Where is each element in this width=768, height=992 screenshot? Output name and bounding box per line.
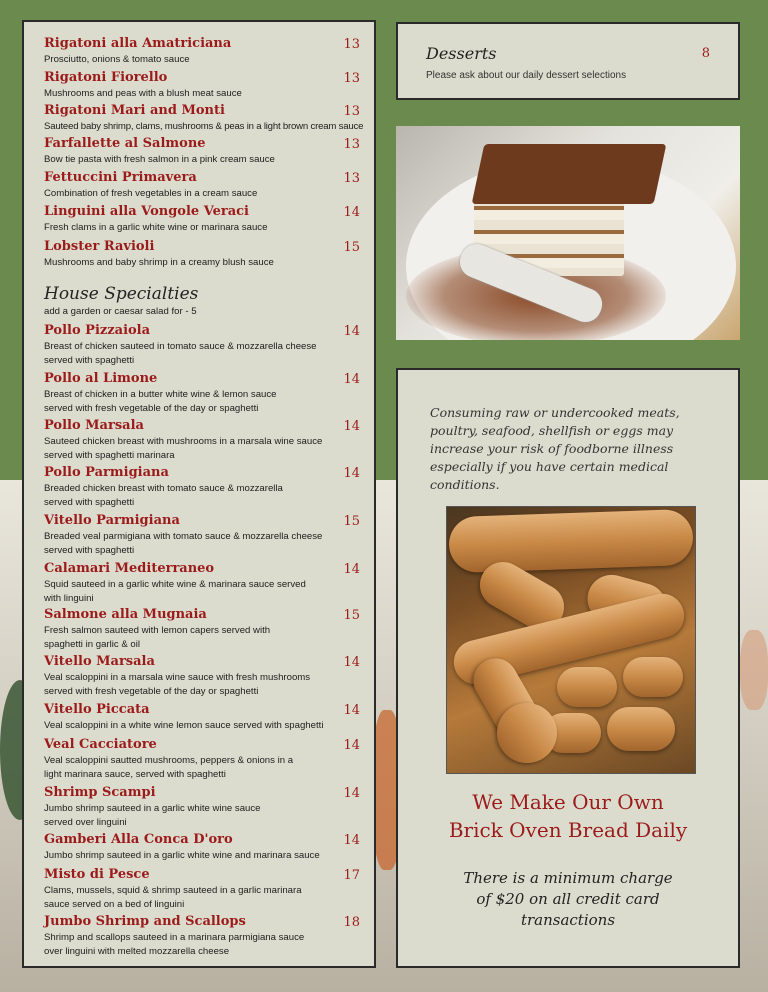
item-price: 13 (343, 104, 360, 119)
bread-photo (446, 506, 696, 774)
item-description: Breaded chicken breast with tomato sauce & mozzarella (44, 483, 283, 494)
menu-item (44, 70, 360, 100)
item-name: Pollo Marsala (44, 418, 144, 433)
headline-line: We Make Our Own (472, 790, 664, 814)
item-description: sauce served on a bed of linguini (44, 899, 185, 910)
item-price: 14 (343, 703, 360, 718)
item-description: Prosciutto, onions & tomato sauce (44, 54, 190, 65)
menu-item (44, 136, 360, 166)
item-name: Rigatoni Fiorello (44, 70, 168, 85)
menu-item (44, 239, 360, 269)
bread-roll (607, 707, 675, 751)
item-price: 14 (343, 372, 360, 387)
item-name: Vitello Parmigiana (44, 513, 180, 528)
item-price: 15 (343, 514, 360, 529)
item-price: 15 (343, 608, 360, 623)
section-title: House Specialties (44, 284, 199, 304)
menu-item (44, 607, 360, 651)
item-price: 15 (343, 240, 360, 255)
item-description: served with spaghetti (44, 355, 135, 366)
item-description: Mushrooms and peas with a blush meat sauce (44, 88, 242, 99)
item-name: Pollo al Limone (44, 371, 158, 386)
note-line: There is a minimum charge (463, 869, 673, 887)
item-description: Breast of chicken in a butter white wine & lemon sauce (44, 389, 277, 400)
tiramisu-photo (396, 126, 740, 340)
item-description: served with spaghetti (44, 545, 135, 556)
item-name: Fettuccini Primavera (44, 170, 197, 185)
pasta-menu-panel (22, 20, 376, 968)
menu-item (44, 323, 360, 367)
menu-item (44, 204, 360, 234)
menu-item (44, 702, 360, 732)
headline-line: Brick Oven Bread Daily (448, 818, 688, 842)
item-description: served with spaghetti marinara (44, 450, 175, 461)
item-name: Vitello Marsala (44, 654, 155, 669)
item-description: with linguini (44, 593, 94, 604)
menu-item (44, 418, 360, 462)
menu-item (44, 914, 360, 958)
section-subtitle: add a garden or caesar salad for - 5 (44, 306, 197, 317)
menu-item (44, 103, 364, 133)
info-panel (396, 368, 740, 968)
desserts-panel (396, 22, 740, 100)
item-price: 17 (343, 868, 360, 883)
item-description: Fresh clams in a garlic white wine or marinara sauce (44, 222, 268, 233)
item-name: Farfallette al Salmone (44, 136, 206, 151)
desserts-title: Desserts (426, 44, 497, 63)
menu-item (44, 36, 360, 66)
item-name: Jumbo Shrimp and Scallops (44, 914, 246, 929)
item-description: Combination of fresh vegetables in a cream sauce (44, 188, 258, 199)
menu-item (44, 371, 360, 415)
menu-item (44, 867, 360, 911)
menu-item (44, 737, 360, 781)
bread-roll (557, 667, 617, 707)
item-name: Calamari Mediterraneo (44, 561, 215, 576)
bread-roll (623, 657, 683, 697)
desserts-note: Please ask about our daily dessert selections (426, 70, 627, 81)
item-price: 14 (343, 419, 360, 434)
item-description: Mushrooms and baby shrimp in a creamy blush sauce (44, 257, 274, 268)
item-description: Fresh salmon sauteed with lemon capers served with (44, 625, 271, 636)
menu-item (44, 785, 360, 829)
item-description: Clams, mussels, squid & shrimp sauteed in a garlic marinara (44, 885, 302, 896)
item-description: spaghetti in garlic & oil (44, 639, 140, 650)
item-name: Shrimp Scampi (44, 785, 156, 800)
item-description: Bow tie pasta with fresh salmon in a pink cream sauce (44, 154, 275, 165)
item-price: 14 (343, 833, 360, 848)
item-name: Rigatoni alla Amatriciana (44, 36, 232, 51)
item-price: 14 (343, 786, 360, 801)
menu-item (44, 170, 360, 200)
item-price: 14 (343, 466, 360, 481)
item-name: Vitello Piccata (44, 702, 150, 717)
item-description: over linguini with melted mozzarella cheese (44, 946, 230, 957)
food-safety-warning: Consuming raw or undercooked meats, poultry, seafood, shellfish or eggs may increase your risk of foodborne illness especially if you have certain medical conditions. (430, 405, 680, 492)
item-price: 13 (343, 171, 360, 186)
item-description: Veal scaloppini sautted mushrooms, peppers & onions in a (44, 755, 294, 766)
bread-loaf (448, 509, 694, 573)
menu-item (44, 561, 360, 605)
item-description: served over linguini (44, 817, 127, 828)
item-description: Sauteed chicken breast with mushrooms in a marsala wine sauce (44, 436, 323, 447)
menu-item (44, 465, 360, 509)
item-price: 18 (343, 915, 360, 930)
item-description: Shrimp and scallops sauteed in a marinara parmigiana sauce (44, 932, 305, 943)
item-description: Breast of chicken sauteed in tomato sauce & mozzarella cheese (44, 341, 317, 352)
item-description: served with fresh vegetable of the day or spaghetti (44, 686, 259, 697)
item-description: light marinara sauce, served with spaghetti (44, 769, 226, 780)
item-price: 13 (343, 137, 360, 152)
item-name: Misto di Pesce (44, 867, 150, 882)
item-price: 14 (343, 738, 360, 753)
item-description: Jumbo shrimp sauteed in a garlic white wine sauce (44, 803, 261, 814)
credit-card-note (398, 868, 738, 931)
item-name: Linguini alla Vongole Veraci (44, 204, 249, 219)
note-line: transactions (520, 911, 616, 929)
item-name: Pollo Pizzaiola (44, 323, 151, 338)
item-price: 14 (343, 324, 360, 339)
item-price: 14 (343, 562, 360, 577)
item-name: Lobster Ravioli (44, 239, 155, 254)
item-name: Pollo Parmigiana (44, 465, 169, 480)
item-name: Veal Cacciatore (44, 737, 157, 752)
item-price: 13 (343, 71, 360, 86)
item-description: Jumbo shrimp sauteed in a garlic white wine and marinara sauce (44, 850, 320, 861)
item-price: 13 (343, 37, 360, 52)
photo-food (740, 630, 768, 710)
bread-headline (398, 788, 738, 844)
note-line: of $20 on all credit card (476, 890, 660, 908)
item-name: Salmone alla Mugnaia (44, 607, 207, 622)
menu-item (44, 513, 360, 557)
item-description: served with spaghetti (44, 497, 135, 508)
item-price: 14 (343, 205, 360, 220)
item-description: served with fresh vegetable of the day or spaghetti (44, 403, 259, 414)
menu-item (44, 832, 360, 862)
item-description: Breaded veal parmigiana with tomato sauce & mozzarella cheese (44, 531, 323, 542)
item-name: Rigatoni Mari and Monti (44, 103, 225, 118)
item-description: Sauteed baby shrimp, clams, mushrooms & peas in a light brown cream sauce (44, 121, 364, 132)
tiramisu-top (472, 144, 667, 204)
item-name: Gamberi Alla Conca D'oro (44, 832, 233, 847)
menu-item (44, 654, 360, 698)
item-description: Veal scaloppini in a white wine lemon sauce served with spaghetti (44, 720, 324, 731)
desserts-price: 8 (701, 46, 710, 61)
item-description: Veal scaloppini in a marsala wine sauce with fresh mushrooms (44, 672, 311, 683)
item-price: 14 (343, 655, 360, 670)
item-description: Squid sauteed in a garlic white wine & marinara sauce served (44, 579, 306, 590)
